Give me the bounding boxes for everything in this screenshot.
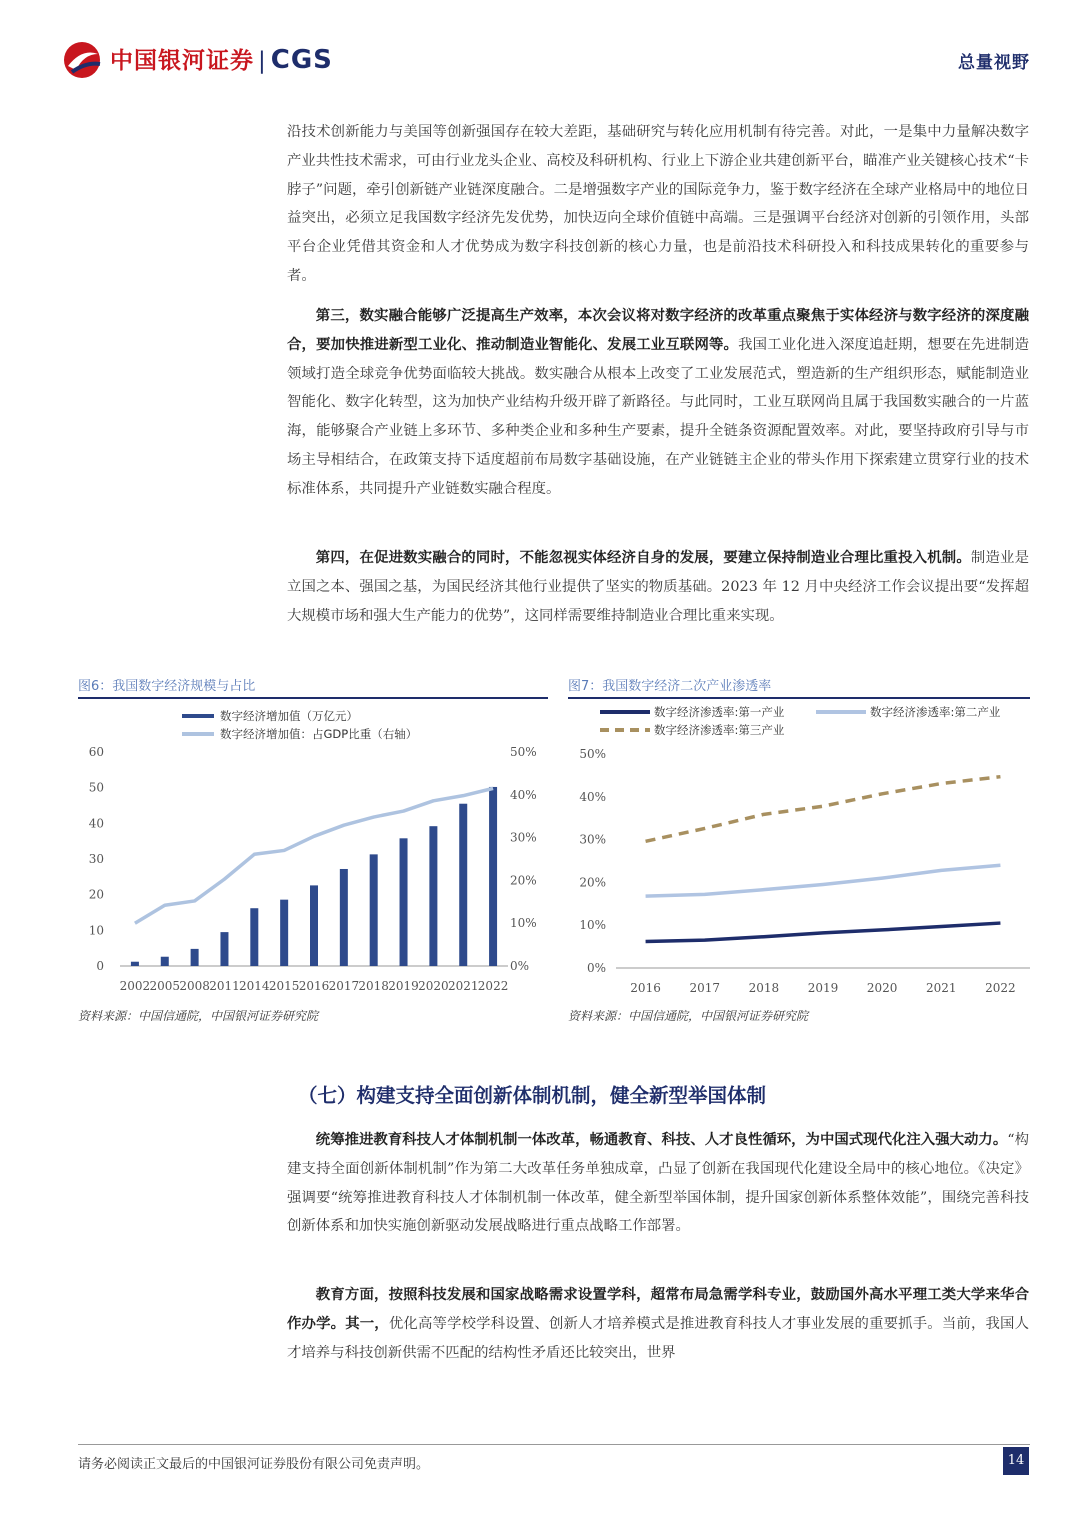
bar xyxy=(429,826,437,966)
y-right-tick-label: 40% xyxy=(510,787,537,802)
figure-6-source: 资料来源：中国信通院，中国银河证券研究院 xyxy=(78,1009,319,1023)
bar xyxy=(340,869,348,966)
bar xyxy=(370,854,378,966)
paragraph-5 xyxy=(287,1281,1029,1367)
x-tick-label: 2022 xyxy=(985,981,1016,995)
y-tick-label: 30% xyxy=(579,832,606,847)
x-tick-label: 2016 xyxy=(298,979,330,993)
x-tick-label: 2019 xyxy=(807,981,839,995)
figure-7-chart xyxy=(568,700,1030,1000)
x-tick-label: 2008 xyxy=(179,979,210,993)
y-left-tick-label: 0 xyxy=(96,959,104,973)
tertiary-industry-line xyxy=(646,777,1001,842)
primary-industry-line xyxy=(646,923,1001,941)
secondary-industry-line xyxy=(646,865,1001,896)
y-left-tick-label: 60 xyxy=(88,745,104,759)
x-tick-label: 2011 xyxy=(209,979,240,993)
x-tick-label: 2021 xyxy=(926,981,957,995)
paragraph-5-body: 优化高等学校学科设置、创新人才培养模式是推进教育科技人才事业发展的重要抓手。当前，我国人才培养与科技创新供需不匹配的结构性矛盾还比较突出，世界 xyxy=(287,1315,1029,1361)
figure-7-rule xyxy=(568,697,1030,699)
bar xyxy=(400,838,408,966)
paragraph-1: 沿技术创新能力与美国等创新强国存在较大差距，基础研究与转化应用机制有待完善。对此，一是集中力量解决数字产业共性技术需求，可由行业龙头企业、高校及科研机构、行业上下游企业共建创新平台，瞄准产业关键核心技术“卡脖子”问题，牵引创新链产业链深度融合。二是增强数字产业的国际竞争力，鉴于数字经济在全球产业格局中的地位日益突出，必须立足我国数字经济先发优势，加快迈向全球价值链中高端。三是强调平台经济对创新的引领作用，头部平台企业凭借其资金和人才优势成为数字科技创新的核心力量，也是前沿技术科研投入和科技成果转化的重要参与者。 xyxy=(287,124,1029,284)
page-header xyxy=(0,0,1080,90)
y-tick-label: 0% xyxy=(586,961,606,975)
bar xyxy=(310,885,318,966)
figure-6-title: 图6：我国数字经济规模与占比 xyxy=(78,679,256,694)
figure-7-source: 资料来源：中国信通院，中国银河证券研究院 xyxy=(568,1009,809,1023)
bar xyxy=(191,949,199,966)
y-left-tick-label: 10 xyxy=(88,923,104,938)
paragraph-2 xyxy=(287,302,1029,504)
figure-6-chart xyxy=(78,700,548,1000)
paragraph-4-lead: 统筹推进教育科技人才体制机制一体改革，畅通教育、科技、人才良性循环，为中国式现代化注入强大动力。 xyxy=(315,1131,1008,1148)
x-tick-label: 2018 xyxy=(748,981,780,995)
brand-name xyxy=(110,42,333,75)
paragraph-5-lead: 教育方面，按照科技发展和国家战略需求设置学科，超常布局急需学科专业，鼓励国外高水平理工类大学来华合作办学。其一， xyxy=(287,1286,1029,1332)
x-tick-label: 2022 xyxy=(477,979,509,993)
y-left-tick-label: 30 xyxy=(88,852,104,866)
legend-label-primary: 数字经济渗透率:第一产业 xyxy=(654,705,785,719)
bar xyxy=(459,804,467,966)
footer-rule xyxy=(78,1444,1030,1445)
x-tick-label: 2019 xyxy=(388,979,419,993)
brand-name-en: CGS xyxy=(270,45,333,75)
y-tick-label: 40% xyxy=(579,789,606,804)
paragraph-4-body: “构建支持全面创新体制机制”作为第二大改革任务单独成章，凸显了创新在我国现代化建设全局中的核心地位。《决定》强调要“统筹推进教育科技人才体制机制一体改革，健全新型举国体制，提升国家创新体系整体效能”，围绕完善科技创新体系和加快实施创新驱动发展战略进行重点战略工作部署。 xyxy=(287,1132,1029,1235)
legend-label-bar: 数字经济增加值（万亿元） xyxy=(220,709,358,723)
page-number: 14 xyxy=(1003,1447,1029,1475)
y-left-tick-label: 40 xyxy=(88,816,104,831)
x-tick-label: 2017 xyxy=(689,981,720,995)
paragraph-2-body: 我国工业化进入深度追赶期，想要在先进制造领域打造全球竞争优势面临较大挑战。数实融合从根本上改变了工业发展范式，塑造新的生产组织形态，赋能制造业智能化、数字化转型，这为加快产业结构升级开辟了新路径。与此同时，工业互联网尚且属于我国数实融合的一片蓝海，能够聚合产业链上多环节、多种类企业和多种生产要素，提升全链条资源配置效率。对此，要坚持政府引导与市场主导相结合，在政策支持下适度超前布局数字基础设施，在产业链链主企业的带头作用下探索建立贯穿行业的技术标准体系，共同提升产业链数实融合程度。 xyxy=(287,336,1029,497)
y-left-tick-label: 20 xyxy=(88,887,104,902)
x-tick-label: 2020 xyxy=(418,979,449,993)
bar xyxy=(161,957,169,966)
legend-label-secondary: 数字经济渗透率:第二产业 xyxy=(870,705,1001,719)
x-tick-label: 2017 xyxy=(328,979,360,993)
bar xyxy=(131,962,139,966)
paragraph-4 xyxy=(287,1126,1029,1241)
paragraph-2-lead: 第三，数实融合能够广泛提高生产效率，本次会议将对数字经济的改革重点聚焦于实体经济与数字经济的深度融合，要加快推进新型工业化、推动制造业智能化、发展工业互联网等。 xyxy=(287,307,1029,353)
bar xyxy=(250,908,258,966)
section-tag: 总量视野 xyxy=(958,53,1030,73)
y-right-tick-label: 30% xyxy=(510,830,537,845)
x-tick-label: 2015 xyxy=(268,979,300,993)
y-tick-label: 50% xyxy=(579,747,606,761)
y-right-tick-label: 10% xyxy=(510,916,537,931)
y-right-tick-label: 20% xyxy=(510,873,537,888)
bar xyxy=(220,932,228,966)
x-tick-label: 2020 xyxy=(866,981,898,995)
y-right-tick-label: 50% xyxy=(510,745,537,759)
figure-6-rule xyxy=(78,697,548,699)
x-tick-label: 2021 xyxy=(447,979,479,993)
legend-label-tertiary: 数字经济渗透率:第三产业 xyxy=(654,723,785,737)
footer-disclaimer: 请务必阅读正文最后的中国银河证券股份有限公司免责声明。 xyxy=(78,1457,430,1472)
section-7-heading: （七）构建支持全面创新体制机制，健全新型举国体制 xyxy=(298,1084,767,1107)
x-tick-label: 2016 xyxy=(630,981,661,995)
bar xyxy=(280,900,288,966)
brand-separator: | xyxy=(258,48,267,74)
paragraph-3-lead: 第四，在促进数实融合的同时，不能忽视实体经济自身的发展，要建立保持制造业合理比重投入机制。 xyxy=(315,549,971,566)
x-tick-label: 2005 xyxy=(149,979,181,993)
legend-label-line: 数字经济增加值：占GDP比重（右轴） xyxy=(220,727,418,741)
y-right-tick-label: 0% xyxy=(510,959,530,973)
paragraph-3 xyxy=(287,544,1029,630)
x-tick-label: 2014 xyxy=(239,979,270,993)
y-left-tick-label: 50 xyxy=(88,780,104,795)
cgs-logo-icon xyxy=(62,40,104,80)
y-tick-label: 10% xyxy=(579,918,606,933)
y-tick-label: 20% xyxy=(579,875,606,890)
brand-name-cn: 中国银河证券 xyxy=(110,48,254,74)
figure-7-title: 图7：我国数字经济二次产业渗透率 xyxy=(568,679,772,694)
x-tick-label: 2002 xyxy=(119,979,151,993)
bar xyxy=(489,787,497,966)
paragraph-3-body: 制造业是立国之本、强国之基，为国民经济其他行业提供了坚实的物质基础。2023 年 12 月中央经济工作会议提出要“发挥超大规模市场和强大生产能力的优势”，这同样需要维持制造业合理比重来实现。 xyxy=(287,550,1029,624)
x-tick-label: 2018 xyxy=(358,979,389,993)
